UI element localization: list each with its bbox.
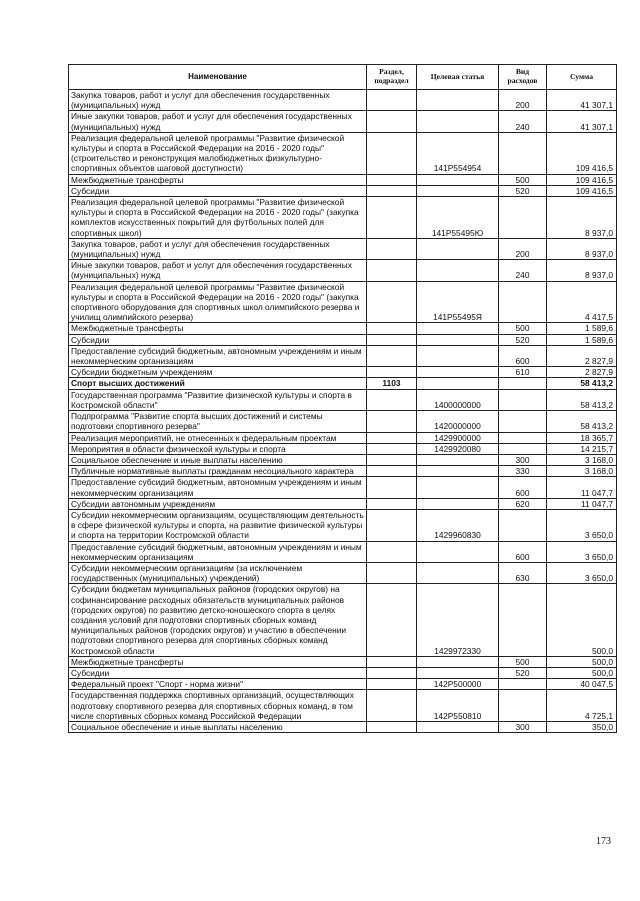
row-target	[417, 334, 499, 345]
table-row	[69, 454, 617, 465]
row-expense-type: 500	[499, 323, 547, 334]
row-expense-type: 240	[499, 111, 547, 132]
row-sum: 3 168,0	[547, 466, 617, 477]
row-section	[367, 367, 417, 378]
row-target	[417, 562, 499, 583]
table-header-row	[69, 65, 617, 90]
row-name: Субсидии некоммерческим организациям (за исключением государственных (муниципальных) учреждений)	[69, 562, 367, 583]
row-target: 141Р554954	[417, 132, 499, 174]
row-target	[417, 477, 499, 498]
table-row	[69, 260, 617, 281]
row-expense-type	[499, 389, 547, 410]
row-section	[367, 185, 417, 196]
row-name: Государственная поддержка спортивных организаций, осуществляющих подготовку спортивного резерва для спортивных сборных команд, в том числе спортивных сборных команд Российской Федерации	[69, 690, 367, 722]
row-sum: 58 413,2	[547, 378, 617, 389]
budget-document	[68, 64, 616, 733]
row-section	[367, 721, 417, 732]
row-target: 1429960830	[417, 509, 499, 541]
table-row	[69, 197, 617, 239]
row-expense-type: 630	[499, 562, 547, 583]
row-section	[367, 690, 417, 722]
row-expense-type	[499, 378, 547, 389]
row-expense-type: 200	[499, 238, 547, 259]
table-row	[69, 721, 617, 732]
row-section	[367, 132, 417, 174]
row-expense-type: 300	[499, 454, 547, 465]
table-row	[69, 498, 617, 509]
row-section	[367, 509, 417, 541]
row-sum: 41 307,1	[547, 90, 617, 111]
row-name: Федеральный проект "Спорт - норма жизни"	[69, 679, 367, 690]
table-row	[69, 466, 617, 477]
row-sum: 109 416,5	[547, 174, 617, 185]
row-expense-type	[499, 432, 547, 443]
table-row	[69, 238, 617, 259]
row-section: 1103	[367, 378, 417, 389]
table-row	[69, 656, 617, 667]
row-sum: 2 827,9	[547, 367, 617, 378]
row-target	[417, 541, 499, 562]
table-row	[69, 562, 617, 583]
row-name: Межбюджетные трансферты	[69, 174, 367, 185]
row-target	[417, 367, 499, 378]
row-section	[367, 562, 417, 583]
row-expense-type	[499, 132, 547, 174]
row-name: Мероприятия в области физической культуры и спорта	[69, 443, 367, 454]
row-sum: 40 047,5	[547, 679, 617, 690]
table-row	[69, 281, 617, 323]
row-target	[417, 454, 499, 465]
row-name: Субсидии бюджетам муниципальных районов (городских округов) на софинансирование расходных обязательств муниципальных районов (городских округов) по развитию детско-юношеского спорта в целях создания условий для подготовки спортивных сборных команд муниципальных районов (городских округов) и участию в обеспечении подготовки спортивного резерва для спортивных сборных команд Костромской области	[69, 584, 367, 656]
row-sum: 4 725,1	[547, 690, 617, 722]
row-name: Подпрограмма "Развитие спорта высших достижений и системы подготовки спортивного резерва"	[69, 411, 367, 432]
row-sum: 3 650,0	[547, 509, 617, 541]
row-name: Социальное обеспечение и иные выплаты населению	[69, 721, 367, 732]
table-row	[69, 411, 617, 432]
row-name: Реализация мероприятий, не отнесенных к федеральным проектам	[69, 432, 367, 443]
row-sum: 2 827,9	[547, 345, 617, 366]
row-target: 1400000000	[417, 389, 499, 410]
row-expense-type: 300	[499, 721, 547, 732]
row-expense-type	[499, 411, 547, 432]
row-name: Предоставление субсидий бюджетным, автономным учреждениям и иным некоммерческим организациям	[69, 541, 367, 562]
row-expense-type: 200	[499, 90, 547, 111]
table-row	[69, 679, 617, 690]
row-target: 142Р500000	[417, 679, 499, 690]
row-target	[417, 185, 499, 196]
row-expense-type: 500	[499, 656, 547, 667]
row-target	[417, 111, 499, 132]
table-row	[69, 667, 617, 678]
row-section	[367, 541, 417, 562]
row-section	[367, 197, 417, 239]
row-expense-type: 240	[499, 260, 547, 281]
header-sum: Сумма	[547, 65, 617, 90]
row-sum: 3 650,0	[547, 562, 617, 583]
row-sum: 109 416,5	[547, 132, 617, 174]
table-row	[69, 334, 617, 345]
row-target	[417, 260, 499, 281]
row-sum: 500,0	[547, 656, 617, 667]
budget-table	[68, 64, 617, 733]
table-row	[69, 443, 617, 454]
table-row	[69, 90, 617, 111]
row-sum: 11 047,7	[547, 477, 617, 498]
table-body	[69, 90, 617, 733]
row-expense-type: 600	[499, 345, 547, 366]
row-section	[367, 498, 417, 509]
row-name: Субсидии	[69, 185, 367, 196]
row-name: Иные закупки товаров, работ и услуг для обеспечения государственных (муниципальных) нужд	[69, 111, 367, 132]
table-row	[69, 541, 617, 562]
row-target	[417, 466, 499, 477]
table-row	[69, 345, 617, 366]
row-sum: 8 937,0	[547, 197, 617, 239]
row-name: Субсидии автономным учреждениям	[69, 498, 367, 509]
header-expense-type: Вид расходов	[499, 65, 547, 90]
row-name: Закупка товаров, работ и услуг для обеспечения государственных (муниципальных) нужд	[69, 238, 367, 259]
row-expense-type	[499, 443, 547, 454]
row-sum: 58 413,2	[547, 411, 617, 432]
table-row	[69, 111, 617, 132]
row-name: Реализация федеральной целевой программы "Развитие физической культуры и спорта в Российской Федерации на 2016 - 2020 годы" (закупка спортивного оборудования для спортивных школ олимпийского резерва и училищ олимпийского резерва)	[69, 281, 367, 323]
table-row	[69, 509, 617, 541]
row-target: 142Р550810	[417, 690, 499, 722]
row-expense-type: 500	[499, 174, 547, 185]
row-target	[417, 656, 499, 667]
header-section: Раздел, подраздел	[367, 65, 417, 90]
row-target	[417, 378, 499, 389]
row-section	[367, 454, 417, 465]
row-target	[417, 174, 499, 185]
row-name: Закупка товаров, работ и услуг для обеспечения государственных (муниципальных) нужд	[69, 90, 367, 111]
row-expense-type	[499, 281, 547, 323]
row-name: Предоставление субсидий бюджетным, автономным учреждениям и иным некоммерческим организациям	[69, 477, 367, 498]
row-target: 141Р55495Ю	[417, 197, 499, 239]
row-target	[417, 90, 499, 111]
row-sum: 500,0	[547, 584, 617, 656]
row-expense-type: 520	[499, 667, 547, 678]
row-expense-type: 620	[499, 498, 547, 509]
row-section	[367, 411, 417, 432]
table-row	[69, 690, 617, 722]
row-target	[417, 345, 499, 366]
row-name: Публичные нормативные выплаты гражданам несоциального характера	[69, 466, 367, 477]
row-target: 1429900000	[417, 432, 499, 443]
row-target: 1420000000	[417, 411, 499, 432]
row-target: 1429972330	[417, 584, 499, 656]
table-row	[69, 477, 617, 498]
row-section	[367, 323, 417, 334]
row-name: Государственная программа "Развитие физической культуры и спорта в Костромской области"	[69, 389, 367, 410]
row-target	[417, 721, 499, 732]
row-name: Реализация федеральной целевой программы "Развитие физической культуры и спорта в Российской Федерации на 2016 - 2020 годы" (закупка комплектов искусственных покрытий для футбольных полей для спортивных школ)	[69, 197, 367, 239]
row-name: Спорт высших достижений	[69, 378, 367, 389]
row-name: Предоставление субсидий бюджетным, автономным учреждениям и иным некоммерческим организациям	[69, 345, 367, 366]
row-sum: 350,0	[547, 721, 617, 732]
row-expense-type	[499, 584, 547, 656]
row-target: 1429920080	[417, 443, 499, 454]
row-sum: 3 168,0	[547, 454, 617, 465]
row-expense-type: 520	[499, 185, 547, 196]
row-sum: 8 937,0	[547, 260, 617, 281]
row-expense-type: 330	[499, 466, 547, 477]
table-row	[69, 132, 617, 174]
row-section	[367, 667, 417, 678]
row-target	[417, 667, 499, 678]
table-row	[69, 432, 617, 443]
row-name: Межбюджетные трансферты	[69, 323, 367, 334]
row-target	[417, 498, 499, 509]
page-number: 173	[596, 836, 611, 847]
row-sum: 14 215,7	[547, 443, 617, 454]
row-target: 141Р55495Я	[417, 281, 499, 323]
row-expense-type: 610	[499, 367, 547, 378]
row-section	[367, 238, 417, 259]
table-row	[69, 584, 617, 656]
row-section	[367, 584, 417, 656]
row-expense-type: 520	[499, 334, 547, 345]
row-sum: 41 307,1	[547, 111, 617, 132]
row-section	[367, 111, 417, 132]
row-name: Субсидии	[69, 334, 367, 345]
row-section	[367, 443, 417, 454]
row-sum: 1 589,6	[547, 323, 617, 334]
row-section	[367, 260, 417, 281]
row-sum: 11 047,7	[547, 498, 617, 509]
row-expense-type	[499, 679, 547, 690]
row-expense-type	[499, 509, 547, 541]
row-sum: 3 650,0	[547, 541, 617, 562]
row-sum: 109 416,5	[547, 185, 617, 196]
row-section	[367, 90, 417, 111]
row-sum: 4 417,5	[547, 281, 617, 323]
table-row	[69, 389, 617, 410]
row-section	[367, 679, 417, 690]
row-sum: 500,0	[547, 667, 617, 678]
row-target	[417, 238, 499, 259]
row-section	[367, 345, 417, 366]
row-name: Иные закупки товаров, работ и услуг для обеспечения государственных (муниципальных) нужд	[69, 260, 367, 281]
row-expense-type	[499, 197, 547, 239]
row-name: Субсидии бюджетным учреждениям	[69, 367, 367, 378]
row-sum: 8 937,0	[547, 238, 617, 259]
row-section	[367, 656, 417, 667]
row-target	[417, 323, 499, 334]
row-section	[367, 466, 417, 477]
table-row	[69, 174, 617, 185]
table-row	[69, 185, 617, 196]
row-section	[367, 477, 417, 498]
table-row	[69, 323, 617, 334]
row-section	[367, 334, 417, 345]
table-row	[69, 378, 617, 389]
row-sum: 58 413,2	[547, 389, 617, 410]
row-expense-type: 600	[499, 541, 547, 562]
row-section	[367, 389, 417, 410]
row-name: Реализация федеральной целевой программы "Развитие физической культуры и спорта в Российской Федерации на 2016 - 2020 годы" (строительство и реконструкция малобюджетных физкультурно-спортивных объектов шаговой доступности)	[69, 132, 367, 174]
row-expense-type	[499, 690, 547, 722]
table-row	[69, 367, 617, 378]
row-name: Межбюджетные трансферты	[69, 656, 367, 667]
row-section	[367, 432, 417, 443]
row-name: Социальное обеспечение и иные выплаты населению	[69, 454, 367, 465]
header-target: Целевая статья	[417, 65, 499, 90]
row-sum: 1 589,6	[547, 334, 617, 345]
row-section	[367, 281, 417, 323]
row-section	[367, 174, 417, 185]
header-name: Наименование	[69, 65, 367, 90]
row-expense-type: 600	[499, 477, 547, 498]
row-name: Субсидии некоммерческим организациям, осуществляющим деятельность в сфере физической культуры и спорта, на развитие физической культуры и спорта на территории Костромской области	[69, 509, 367, 541]
row-name: Субсидии	[69, 667, 367, 678]
row-sum: 18 365,7	[547, 432, 617, 443]
